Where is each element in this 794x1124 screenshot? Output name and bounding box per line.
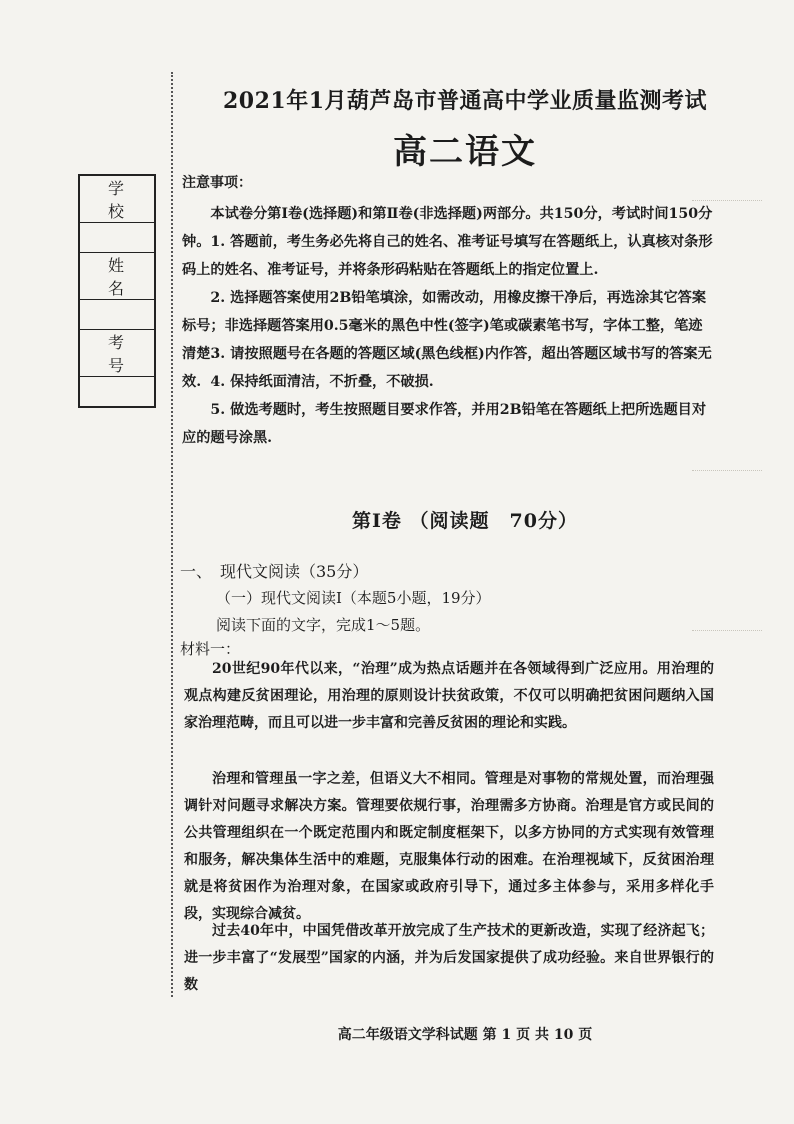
faint-bleed-mark <box>692 620 762 631</box>
id-label: 考 号 <box>79 330 155 377</box>
notice-item: 4. 保持纸面清洁，不折叠，不破损. <box>210 374 434 390</box>
name-field[interactable] <box>79 300 155 330</box>
reading-paragraph: 过去40年中，中国凭借改革开放完成了生产技术的更新改造，实现了经济起飞；进一步丰富了“发展型”国家的内涵，并为后发国家提供了成功经验。来自世界银行的数 <box>184 923 714 993</box>
notice-title: 注意事项： <box>182 175 252 191</box>
notice-item: 2. 选择题答案使用2B铅笔填涂，如需改动，用橡皮擦干净后，再选涂其它答案标号；非选择题答案用0.5毫米的黑色中性(签字)笔或碳素笔书写，字体工整，笔迹清楚. <box>182 290 707 362</box>
notice-item: 5. 做选考题时，考生按照题目要求作答，并用2B铅笔在答题纸上把所选题目对应的题号涂黑. <box>182 402 707 446</box>
page-footer: 高二年级语文学科试题 第 1 页 共 10 页 <box>337 1027 593 1043</box>
student-info-box <box>78 174 156 408</box>
material-label: 材料一： <box>180 640 241 658</box>
school-field[interactable] <box>79 223 155 253</box>
part-heading: 一、 现代文阅读（35分） <box>180 562 369 581</box>
notice-item: 本试卷分第Ⅰ卷(选择题)和第Ⅱ卷(非选择题)两部分。共150分，考试时间150分钟。 <box>182 206 713 250</box>
binding-dotted-line <box>171 72 173 997</box>
school-label: 学 校 <box>79 175 155 223</box>
sub-heading: （一）现代文阅读Ⅰ（本题5小题，19分） <box>216 589 491 607</box>
name-label: 姓 名 <box>79 253 155 300</box>
faint-bleed-mark <box>692 460 762 471</box>
id-field[interactable] <box>79 377 155 408</box>
faint-bleed-mark <box>692 190 762 201</box>
notice-item: 1. 答题前，考生务必先将自己的姓名、准考证号填写在答题纸上，认真核对条形码上的姓名、准考证号，并将条形码粘贴在答题纸上的指定位置上. <box>182 234 713 278</box>
notice-item: 3. 请按照题号在各题的答题区域(黑色线框)内作答，超出答题区域书写的答案无效. <box>182 346 712 390</box>
subject-title: 高二语文 <box>393 132 537 172</box>
reading-instruction: 阅读下面的文字，完成1～5题。 <box>216 616 431 634</box>
reading-paragraph: 治理和管理虽一字之差，但语义大不相同。管理是对事物的常规处置，而治理强调针对问题寻求解决方案。管理要依规行事，治理需多方协商。治理是官方或民间的公共管理组织在一个既定范围内和既定制度框架下，以多方协同的方式实现有效管理和服务，解决集体生活中的难题，克服集体行动的困难。在治理视域下，反贫困治理就是将贫困作为治理对象，在国家或政府引导下，通过多主体参与，采用多样化手段，实现综合减贫。 <box>184 771 714 922</box>
reading-paragraph: 20世纪90年代以来，“治理”成为热点话题并在各领域得到广泛应用。用治理的观点构建反贫困理论，用治理的原则设计扶贫政策，不仅可以明确把贫困问题纳入国家治理范畴，而且可以进一步丰富和完善反贫困的理论和实践。 <box>184 661 714 731</box>
exam-title: 2021年1月葫芦岛市普通高中学业质量监测考试 <box>222 88 708 114</box>
section-title: 第Ⅰ卷 （阅读题 70分） <box>352 510 578 532</box>
